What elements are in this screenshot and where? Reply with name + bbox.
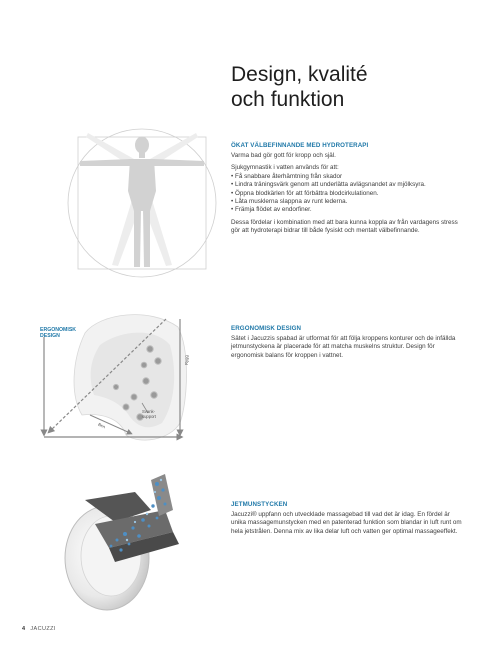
section-heading-jetmunstycken: JETMUNSTYCKEN: [231, 501, 288, 508]
list-item: • Öppna blodkärlen för att förbättra blodcirkulationen.: [231, 190, 463, 198]
rygg-axis-label: Rygg: [184, 355, 189, 365]
list-item: • Få snabbare återhämtning från skador: [231, 173, 463, 181]
page-number: 4: [22, 626, 26, 632]
vitruvian-illustration: [60, 115, 240, 280]
section-ergonomisk-design: [231, 325, 463, 364]
ergonomic-seat-figure: [30, 305, 220, 455]
page-title-line-1: Design, kvalité: [231, 63, 368, 86]
vitruvian-figure: [60, 115, 240, 280]
section-hydroterapi: [231, 142, 463, 240]
svanksupport-line-2: support: [142, 414, 156, 419]
page-title: [231, 62, 451, 112]
page-footer: [22, 626, 56, 632]
list-item: • Lindra träningsvärk genom att underlätta avlägsnandet av mjölksyra.: [231, 181, 463, 189]
section-jetmunstycken: [231, 501, 463, 540]
section-intro: Varma bad gör gott för kropp och själ.: [231, 152, 336, 159]
ben-axis-label: Ben: [97, 421, 107, 430]
section-heading-ergonomisk: ERGONOMISK DESIGN: [231, 325, 302, 332]
figure-label-line-1: ERGONOMISK: [40, 327, 77, 333]
section-heading-hydroterapi: ÖKAT VÄLBEFINNANDE MED HYDROTERAPI: [231, 142, 369, 149]
list-item: • Låta musklerna slappna av runt lederna.: [231, 198, 463, 206]
benefits-list: [231, 173, 463, 215]
vitruvian-main-figure: [80, 137, 204, 268]
section-body-jetmunstycken: Jacuzzi® uppfann och utvecklade massagebad till vad det är idag. En fördel är unika massagemunstycken med en patenterad funktion som blandar in luft runt om hela jetstrålen. Denna mix av lika delar luft och vatten ger optimal massageeffekt.: [231, 511, 462, 535]
svanksupport-line-1: Svank-: [142, 409, 156, 414]
list-item: • Främja flödet av endorfiner.: [231, 206, 463, 214]
svanksupport-label: [142, 409, 156, 419]
figure-label-ergonomisk: [40, 327, 90, 339]
list-intro: Sjukgymnastik i vatten används för att:: [231, 164, 339, 172]
brand-name: JACUZZI: [30, 626, 56, 632]
figure-label-line-2: DESIGN: [40, 333, 60, 339]
section-closing: Dessa fördelar i kombination med att bara kunna koppla av från vardagens stress gör att hydroterapi bidrar till både fysiskt och mentalt välbefinnande.: [231, 218, 458, 235]
jet-nozzle-figure: [55, 470, 230, 615]
jet-nozzle-illustration: [55, 470, 230, 615]
page-title-line-2: och funktion: [231, 88, 345, 111]
section-body-ergonomisk: Sätet i Jacuzzis spabad är utformat för att följa kroppens konturer och de infällda jetmunstyckena är placerade för att matcha muskelns struktur. Design för ergonomisk balans för kroppen i vattnet.: [231, 335, 456, 359]
